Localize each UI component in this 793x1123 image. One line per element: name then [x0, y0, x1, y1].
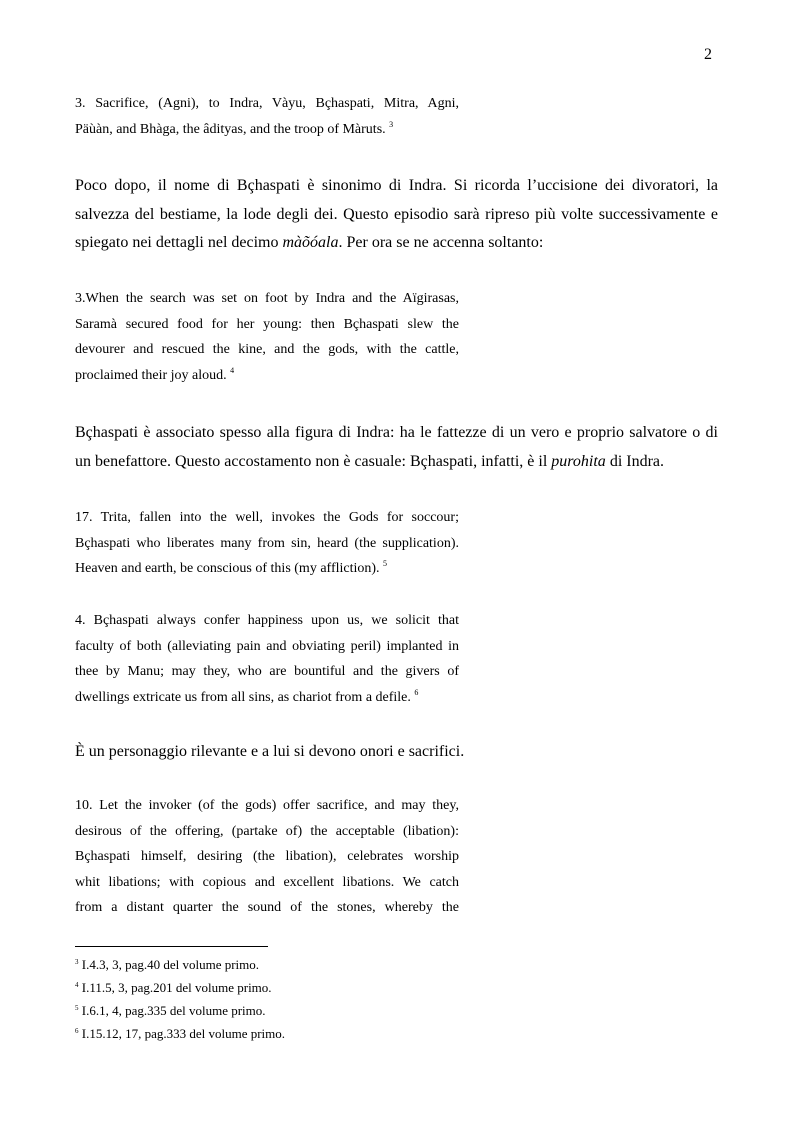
italic-term: purohita — [551, 452, 606, 470]
footnote-ref[interactable]: 5 — [383, 559, 388, 569]
body-paragraph-3 — [75, 738, 718, 767]
quote-line: dwellings extricate us from all sins, as chariot from a defile. $^6$ — [75, 687, 419, 705]
footnote-separator — [75, 946, 268, 947]
paragraph-line: È un personaggio rilevante e a lui si devono onori e sacrifici. — [75, 743, 465, 760]
verse-quote-2 — [75, 286, 459, 388]
paragraph-line: un benefattore. Questo accostamento non è casuale: Bçhaspati, infatti, è il purohita di Indra. — [75, 452, 665, 470]
quote-line: 17. Trita, fallen into the well, invokes the Gods for soccour; — [75, 510, 459, 525]
verse-quote-5 — [75, 793, 459, 921]
quote-line: devourer and rescued the kine, and the gods, with the cattle, — [75, 342, 459, 358]
paragraph-line: Bçhaspati è associato spesso alla figura di Indra: ha le fattezze di un vero e proprio salvatore o di — [75, 424, 718, 441]
quote-line: Bçhaspati himself, desiring (the libation), celebrates worship — [75, 849, 459, 865]
quote-line: whit libations; with copious and excellent libations. We catch — [75, 874, 459, 890]
page-number: 2 — [704, 46, 712, 63]
paragraph-line: salvezza del bestiame, la lode degli dei. Questo episodio sarà ripreso più volte successivamente e — [75, 205, 718, 223]
footnote: $^6$ I.15.12, 17, pag.333 del volume primo. — [75, 1026, 286, 1041]
body-paragraph-1 — [75, 172, 718, 258]
quote-line: Saramà secured food for her young: then Bçhaspati slew the — [75, 316, 459, 332]
footnote: $^3$ I.4.3, 3, pag.40 del volume primo. — [75, 957, 260, 972]
verse-quote-4 — [75, 608, 459, 710]
footnote-ref[interactable]: 6 — [414, 687, 419, 697]
verse-quote-1 — [75, 91, 459, 142]
quote-line: faculty of both (alleviating pain and obviating peril) implanted in — [75, 638, 459, 654]
quote-line: proclaimed their joy aloud. $^4$ — [75, 365, 235, 383]
footnote: $^5$ I.6.1, 4, pag.335 del volume primo. — [75, 1003, 266, 1018]
quote-line: 4. Bçhaspati always confer happiness upon us, we solicit that — [75, 613, 459, 628]
quote-line: Heaven and earth, be conscious of this (my affliction). $^5$ — [75, 559, 388, 577]
quote-line: 10. Let the invoker (of the gods) offer sacrifice, and may they, — [75, 798, 459, 813]
quote-line: Bçhaspati who liberates many from sin, heard (the supplication). — [75, 535, 459, 551]
footnotes — [75, 953, 475, 1045]
italic-term: màõóala — [282, 234, 339, 251]
quote-line: Päùàn, and Bhàga, the âdityas, and the troop of Màruts. $^3$ — [75, 119, 394, 137]
body-paragraph-2 — [75, 419, 718, 476]
quote-line: 3. Sacrifice, (Agni), to Indra, Vàyu, Bçhaspati, Mitra, Agni, — [75, 96, 459, 111]
footnote: $^4$ I.11.5, 3, pag.201 del volume primo. — [75, 980, 272, 995]
verse-quote-3 — [75, 505, 459, 582]
quote-line: desirous of the offering, (partake of) the acceptable (libation): — [75, 823, 459, 839]
paragraph-line: spiegato nei dettagli nel decimo màõóala. Per ora se ne accenna soltanto: — [75, 234, 544, 251]
footnote-ref[interactable]: 3 — [389, 119, 394, 129]
quote-line: thee by Manu; may they, who are bountiful and the givers of — [75, 664, 459, 680]
paragraph-line: Poco dopo, il nome di Bçhaspati è sinonimo di Indra. Si ricorda l’uccisione dei divoratori, la — [75, 177, 718, 194]
quote-line: from a distant quarter the sound of the stones, whereby the — [75, 900, 459, 916]
quote-line: 3.When the search was set on foot by Indra and the Aïgirasas, — [75, 291, 459, 306]
footnote-ref[interactable]: 4 — [230, 365, 235, 375]
